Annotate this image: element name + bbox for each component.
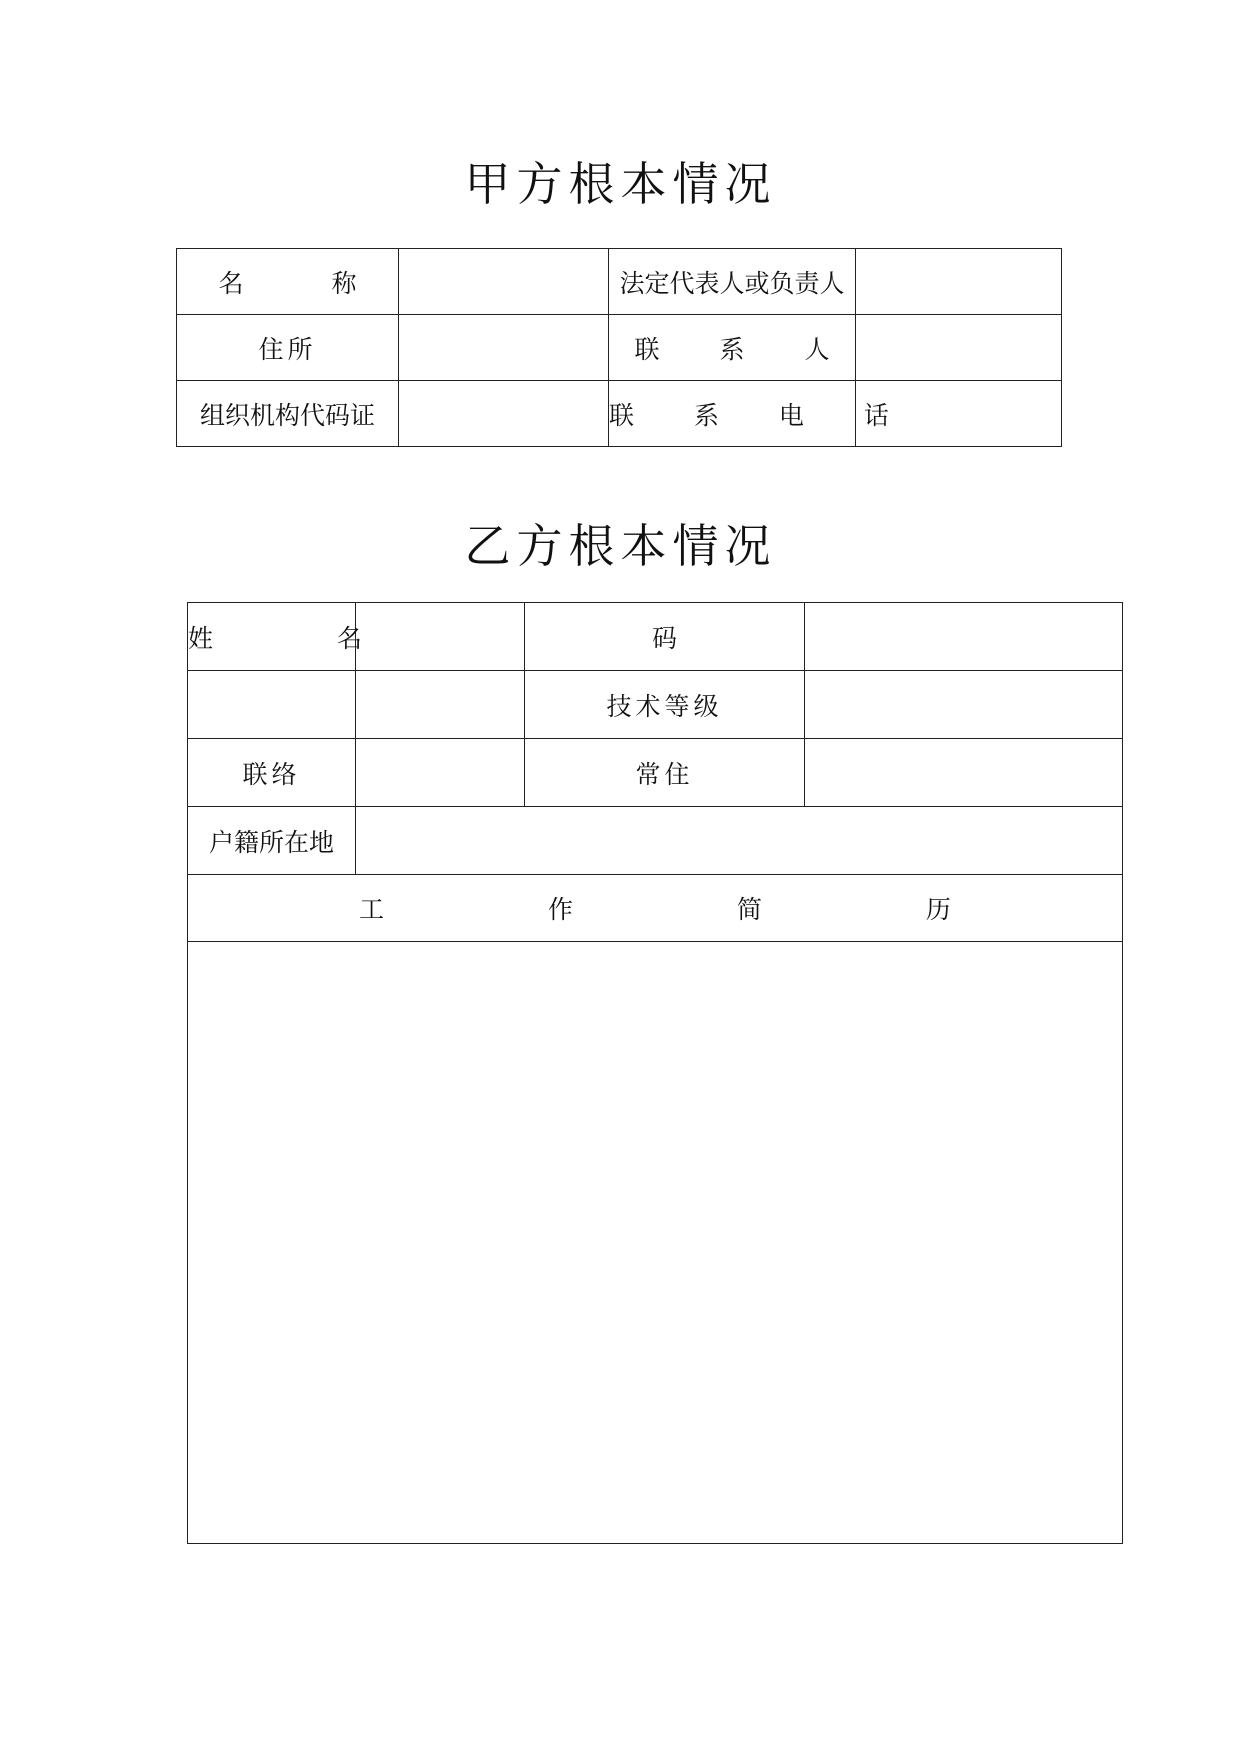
residence-label: 常住 bbox=[635, 759, 694, 789]
address-field[interactable] bbox=[399, 315, 609, 381]
table-row bbox=[177, 381, 1062, 447]
table-row bbox=[188, 603, 1123, 671]
resume-field[interactable] bbox=[188, 942, 1123, 1544]
org-code-label-cell bbox=[177, 381, 399, 447]
residence-field[interactable] bbox=[805, 739, 1123, 807]
blank-field[interactable] bbox=[356, 671, 525, 739]
contact-person-label-cell bbox=[609, 315, 856, 381]
blank-label-cell bbox=[188, 671, 356, 739]
hukou-field[interactable] bbox=[356, 807, 1123, 875]
contact-phone-label: 联 系 电 话 bbox=[609, 400, 915, 430]
person-name-label-cell bbox=[188, 603, 420, 671]
person-name-label: 姓 名 bbox=[188, 623, 420, 653]
table-row bbox=[188, 875, 1123, 942]
legal-rep-label: 法定代表人或负责人 bbox=[619, 268, 845, 298]
code-field[interactable] bbox=[805, 603, 1123, 671]
party-a-table bbox=[176, 248, 1062, 447]
address-label-cell bbox=[177, 315, 399, 381]
code-label: 码 bbox=[651, 623, 677, 653]
legal-rep-field[interactable] bbox=[856, 249, 1062, 315]
contact-person-label: 联 系 人 bbox=[634, 334, 856, 364]
contact-field[interactable] bbox=[356, 739, 525, 807]
contact-label: 联络 bbox=[242, 759, 301, 789]
name-label: 名 称 bbox=[218, 268, 397, 298]
resume-label: 工 作 简 历 bbox=[359, 895, 1029, 924]
residence-label-cell bbox=[525, 739, 805, 807]
org-code-field[interactable] bbox=[399, 381, 609, 447]
name-field[interactable] bbox=[399, 249, 609, 315]
table-row bbox=[177, 315, 1062, 381]
tech-level-label-cell bbox=[525, 671, 805, 739]
tech-level-field[interactable] bbox=[805, 671, 1123, 739]
contact-person-field[interactable] bbox=[856, 315, 1062, 381]
table-row bbox=[188, 671, 1123, 739]
org-code-label: 组织机构代码证 bbox=[199, 400, 375, 430]
tech-level-label: 技术等级 bbox=[606, 691, 723, 721]
resume-header-cell bbox=[188, 875, 1123, 942]
contact-phone-label-cell bbox=[609, 381, 915, 447]
table-row bbox=[188, 807, 1123, 875]
hukou-label: 户籍所在地 bbox=[208, 827, 334, 857]
name-label-cell bbox=[177, 249, 399, 315]
code-label-cell bbox=[525, 603, 805, 671]
contact-label-cell bbox=[188, 739, 356, 807]
party-b-table bbox=[187, 602, 1123, 1544]
table-row bbox=[188, 739, 1123, 807]
party-b-title: 乙方根本情况 bbox=[464, 519, 777, 573]
address-label: 住所 bbox=[258, 334, 317, 364]
party-a-title: 甲方根本情况 bbox=[464, 157, 777, 211]
legal-rep-label-cell bbox=[609, 249, 856, 315]
table-row bbox=[177, 249, 1062, 315]
hukou-label-cell bbox=[188, 807, 356, 875]
table-row bbox=[188, 942, 1123, 1544]
